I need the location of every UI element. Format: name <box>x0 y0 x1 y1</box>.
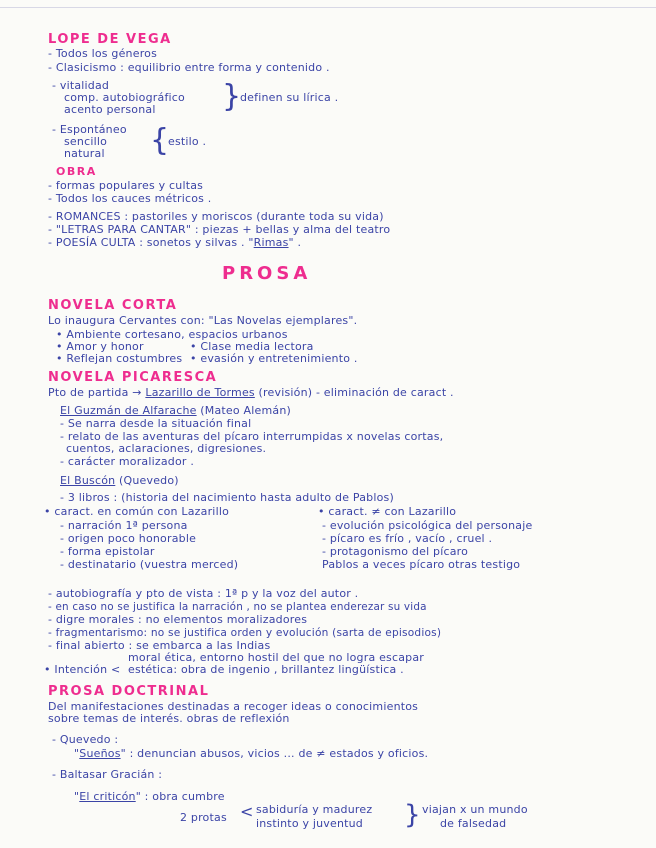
note-line: moral ética, entorno hostil del que no logra escapar <box>128 651 425 664</box>
note-line: - 3 libros : (historia del nacimiento hasta adulto de Pablos) <box>60 491 394 504</box>
note-line: • Amor y honor <box>56 340 144 353</box>
note-line: Lo inaugura Cervantes con: "Las Novelas ejemplares". <box>48 314 358 327</box>
note-line: - en caso no se justifica la narración , no se plantea enderezar su vida <box>48 601 427 613</box>
note-line: - Clasicismo : equilibrio entre forma y contenido . <box>48 61 330 74</box>
note-line: • caract. en común con Lazarillo <box>44 505 230 518</box>
note-line: sobre temas de interés. obras de reflexión <box>48 712 290 725</box>
section-title-prosa-doctrinal: PROSA DOCTRINAL <box>48 684 210 699</box>
note-line: sabiduría y madurez <box>256 803 373 816</box>
note-line: sencillo <box>64 135 108 148</box>
note-line: - evolución psicológica del personaje <box>322 519 533 532</box>
note-line: - ROMANCES : pastoriles y moriscos (durante toda su vida) <box>48 210 384 223</box>
section-title-prosa: PROSA <box>222 263 312 284</box>
note-line: El Buscón (Quevedo) <box>60 474 179 487</box>
note-line: - Se narra desde la situación final <box>60 417 252 430</box>
note-line: - Todos los cauces métricos . <box>48 192 212 205</box>
note-line: • evasión y entretenimiento . <box>190 352 358 365</box>
page-top-rule <box>0 7 656 8</box>
note-line: acento personal <box>64 103 156 116</box>
split-arrow-icon: < <box>240 802 254 821</box>
brace-icon: { <box>150 123 170 158</box>
note-line: - narración 1ª persona <box>60 519 188 532</box>
note-line: • Intención < <box>44 663 121 676</box>
note-line: - forma epistolar <box>60 545 155 558</box>
note-line: - formas populares y cultas <box>48 179 204 192</box>
section-title-novela-corta: NOVELA CORTA <box>48 298 178 313</box>
note-line: estilo . <box>168 135 207 148</box>
note-line: • caract. ≠ con Lazarillo <box>318 505 457 518</box>
note-line: natural <box>64 147 105 160</box>
note-line: - protagonismo del pícaro <box>322 545 469 558</box>
note-line: • Clase media lectora <box>190 340 314 353</box>
note-line: - fragmentarismo: no se justifica orden y evolución (sarta de episodios) <box>48 627 442 639</box>
note-line: El Guzmán de Alfarache (Mateo Alemán) <box>60 404 291 417</box>
note-line: - digre morales : no elementos moralizadores <box>48 613 308 626</box>
note-line: • Reflejan costumbres <box>56 352 183 365</box>
note-line: instinto y juventud <box>256 817 363 830</box>
note-line: • Ambiente cortesano, espacios urbanos <box>56 328 288 341</box>
note-line: de falsedad <box>440 817 507 830</box>
note-line: - Todos los géneros <box>48 47 158 60</box>
note-line: - Espontáneo <box>52 123 127 136</box>
note-line: "Sueños" : denuncian abusos, vicios ... de ≠ estados y oficios. <box>74 747 429 760</box>
note-line: - Baltasar Gracián : <box>52 768 163 781</box>
note-line: 2 protas <box>180 811 227 824</box>
note-line: - destinatario (vuestra merced) <box>60 558 239 571</box>
note-line: - POESÍA CULTA : sonetos y silvas . "Rimas" . <box>48 236 302 249</box>
note-line: - final abierto : se embarca a las Indias <box>48 639 271 652</box>
note-line: - "LETRAS PARA CANTAR" : piezas + bellas y alma del teatro <box>48 223 391 236</box>
subsection-title-obra: OBRA <box>56 165 97 178</box>
note-line: - relato de las aventuras del pícaro interrumpidas x novelas cortas, <box>60 430 444 443</box>
note-line: Pablos a veces pícaro otras testigo <box>322 558 521 571</box>
note-line: - Quevedo : <box>52 733 119 746</box>
note-line: "El criticón" : obra cumbre <box>74 790 225 803</box>
note-line: - carácter moralizador . <box>60 455 195 468</box>
note-line: estética: obra de ingenio , brillantez lingüística . <box>128 663 404 676</box>
note-line: cuentos, aclaraciones, digresiones. <box>66 442 267 455</box>
note-line: - autobiografía y pto de vista : 1ª p y la voz del autor . <box>48 587 359 600</box>
note-line: - origen poco honorable <box>60 532 197 545</box>
section-title-lope-de-vega: LOPE DE VEGA <box>48 32 172 47</box>
note-line: Del manifestaciones destinadas a recoger ideas o conocimientos <box>48 700 419 713</box>
note-line: - pícaro es frío , vacío , cruel . <box>322 532 493 545</box>
note-line: definen su lírica . <box>240 91 339 104</box>
note-line: viajan x un mundo <box>422 803 528 816</box>
note-line: Pto de partida → Lazarillo de Tormes (revisión) - eliminación de caract . <box>48 386 454 399</box>
note-line: comp. autobiográfico <box>64 91 185 104</box>
section-title-novela-picaresca: NOVELA PICARESCA <box>48 370 218 385</box>
brace-icon: } <box>222 79 242 114</box>
brace-icon: } <box>404 800 421 830</box>
note-line: - vitalidad <box>52 79 110 92</box>
